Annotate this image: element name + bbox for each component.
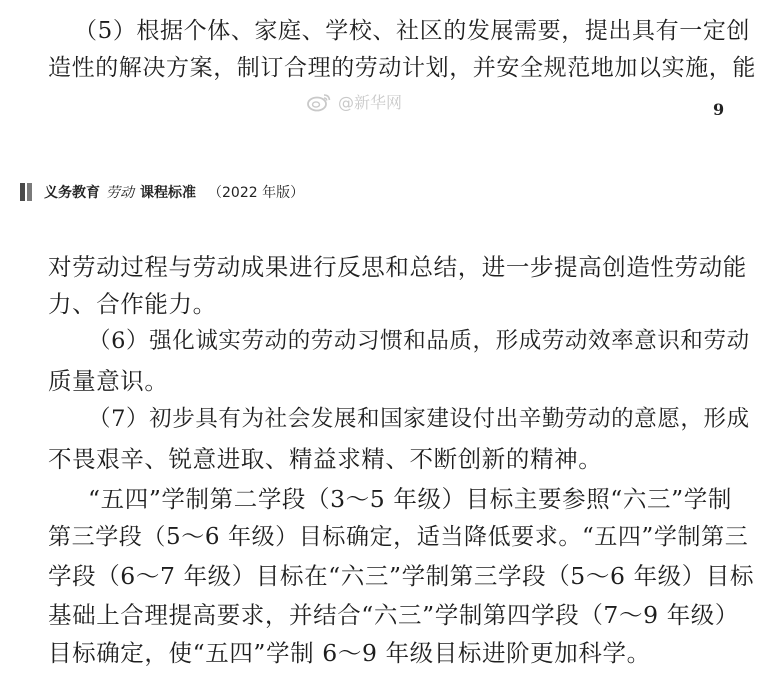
body-line: 不畏艰辛、锐意进取、精益求精、不断创新的精神。 bbox=[48, 445, 603, 473]
body-line: “五四”学制第二学段（3～5 年级）目标主要参照“六三”学制 bbox=[88, 485, 732, 513]
header-prefix: 义务教育 bbox=[44, 185, 100, 201]
header-subject: 劳动 bbox=[106, 185, 134, 201]
page-number: 9 bbox=[713, 100, 725, 119]
watermark-text: @新华网 bbox=[338, 93, 403, 112]
body-line: 学段（6～7 年级）目标在“六三”学制第三学段（5～6 年级）目标 bbox=[48, 562, 755, 590]
header-bars-icon bbox=[20, 183, 32, 201]
body-line: 目标确定，使“五四”学制 6～9 年级目标进阶更加科学。 bbox=[48, 639, 651, 667]
body-line: 力、合作能力。 bbox=[48, 290, 217, 318]
header-edition: （2022 年版） bbox=[208, 185, 305, 201]
watermark bbox=[306, 90, 402, 113]
body-line: 质量意识。 bbox=[48, 367, 169, 395]
body-line: 对劳动过程与劳动成果进行反思和总结，进一步提高创造性劳动能 bbox=[48, 253, 747, 281]
weibo-logo-icon bbox=[306, 92, 332, 112]
body-line: 基础上合理提高要求，并结合“六三”学制第四学段（7～9 年级） bbox=[48, 601, 739, 629]
body-line: （6）强化诚实劳动的劳动习惯和品质，形成劳动效率意识和劳动 bbox=[88, 328, 750, 354]
header-title: 课程标准 bbox=[140, 185, 196, 201]
body-line: （7）初步具有为社会发展和国家建设付出辛勤劳动的意愿，形成 bbox=[88, 406, 750, 432]
paragraph-line: （5）根据个体、家庭、学校、社区的发展需要，提出具有一定创 bbox=[74, 18, 751, 44]
paragraph-line: 造性的解决方案，制订合理的劳动计划，并安全规范地加以实施，能 bbox=[48, 55, 756, 81]
body-line: 第三学段（5～6 年级）目标确定，适当降低要求。“五四”学制第三 bbox=[48, 524, 749, 550]
running-header bbox=[20, 180, 304, 204]
